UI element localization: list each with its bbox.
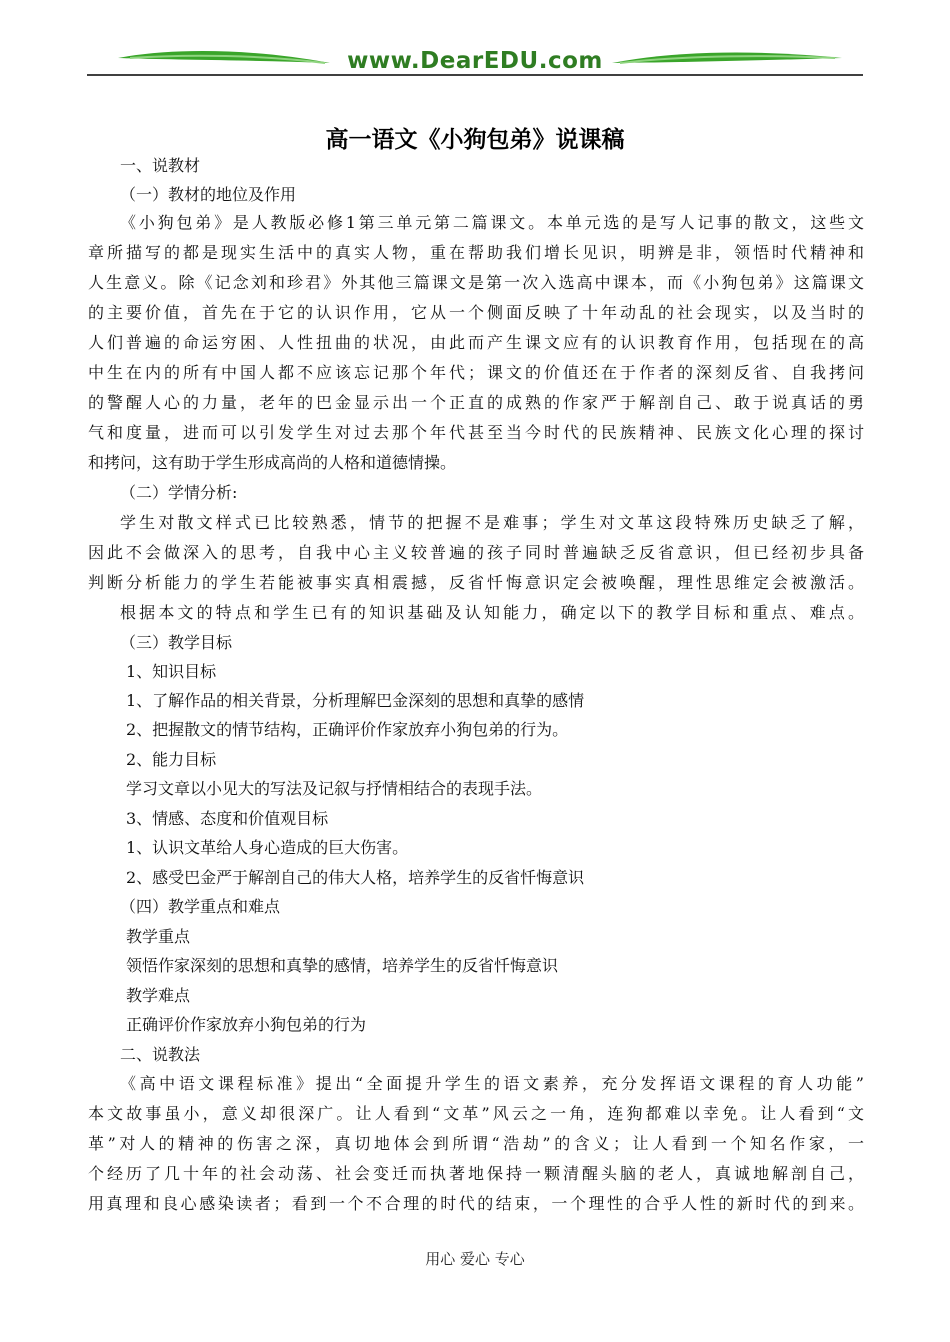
page-footer: 用心 爱心 专心 xyxy=(425,1250,525,1268)
list-heading: 3、情感、态度和价值观目标 xyxy=(126,809,329,828)
subsection-heading: （一）教材的地位及作用 xyxy=(120,185,297,204)
page-header xyxy=(0,0,950,90)
paragraph-line: 的主要价值，首先在于它的认识作用，它从一个侧面反映了十年动乱的社会现实，以及当时的 xyxy=(88,303,864,322)
list-heading: 教学重点 xyxy=(126,927,191,946)
list-item: 1、了解作品的相关背景，分析理解巴金深刻的思想和真挚的感情 xyxy=(126,691,585,710)
paragraph-line: 判断分析能力的学生若能被事实真相震撼，反省忏悔意识定会被唤醒，理性思维定会被激活。 xyxy=(88,573,864,592)
paragraph-line: 中生在内的所有中国人都不应该忘记那个年代；课文的价值还在于作者的深刻反省、自我拷问 xyxy=(88,363,864,382)
paragraph-line: 的警醒人心的力量，老年的巴金显示出一个正直的成熟的作家严于解剖自己、敢于说真话的勇 xyxy=(88,393,864,412)
paragraph-line: 本文故事虽小，意义却很深广。让人看到“文革”风云之一角，连狗都难以幸免。让人看到“文 xyxy=(88,1104,864,1123)
list-item: 2、把握散文的情节结构，正确评价作家放弃小狗包弟的行为。 xyxy=(126,720,569,739)
paragraph-line: 人生意义。除《记念刘和珍君》外其他三篇课文是第一次入选高中课本，而《小狗包弟》这篇课文 xyxy=(88,273,864,292)
subsection-heading: （二）学情分析: xyxy=(120,483,238,502)
paragraph-line: 气和度量，进而可以引发学生对过去那个年代甚至当今时代的民族精神、民族文化心理的探讨 xyxy=(88,423,864,442)
subsection-heading: （三）教学目标 xyxy=(120,633,233,652)
page-title: 高一语文《小狗包弟》说课稿 xyxy=(325,126,625,153)
paragraph-line: 和拷问，这有助于学生形成高尚的人格和道德情操。 xyxy=(88,453,457,472)
list-heading: 1、知识目标 xyxy=(126,662,217,681)
list-item: 2、感受巴金严于解剖自己的伟大人格，培养学生的反省忏悔意识 xyxy=(126,868,585,887)
paragraph-line: 因此不会做深入的思考，自我中心主义较普遍的孩子同时普遍缺乏反省意识，但已经初步具备 xyxy=(88,543,864,562)
paragraph-line: 章所描写的都是现实生活中的真实人物，重在帮助我们增长见识，明辨是非，领悟时代精神和 xyxy=(88,243,864,262)
list-item: 领悟作家深刻的思想和真挚的感情，培养学生的反省忏悔意识 xyxy=(126,956,559,975)
paragraph-line: 用真理和良心感染读者；看到一个不合理的时代的结束，一个理性的合乎人性的新时代的到来。 xyxy=(88,1194,864,1213)
subsection-heading: （四）教学重点和难点 xyxy=(120,897,281,916)
paragraph-line: 《小狗包弟》是人教版必修1第三单元第二篇课文。本单元选的是写人记事的散文，这些文 xyxy=(120,213,864,232)
paragraph-line: 学生对散文样式已比较熟悉，情节的把握不是难事；学生对文革这段特殊历史缺乏了解， xyxy=(120,513,864,532)
list-item: 正确评价作家放弃小狗包弟的行为 xyxy=(126,1015,367,1034)
paragraph-line: 人们普遍的命运穷困、人性扭曲的状况，由此而产生课文应有的认识教育作用，包括现在的高 xyxy=(88,333,864,352)
paragraph-line: 个经历了几十年的社会动荡、社会变迁而执著地保持一颗清醒头脑的老人，真诚地解剖自己， xyxy=(88,1164,864,1183)
list-heading: 教学难点 xyxy=(126,986,191,1005)
site-logo: www.DearEDU.com xyxy=(347,48,603,74)
paragraph-line: 《高中语文课程标准》提出“全面提升学生的语文素养，充分发挥语文课程的育人功能” xyxy=(120,1074,864,1093)
paragraph-line: 根据本文的特点和学生已有的知识基础及认知能力，确定以下的教学目标和重点、难点。 xyxy=(120,603,864,622)
list-item: 学习文章以小见大的写法及记叙与抒情相结合的表现手法。 xyxy=(126,779,543,798)
list-heading: 2、能力目标 xyxy=(126,750,217,769)
section-heading: 二、说教法 xyxy=(120,1045,201,1064)
section-heading: 一、说教材 xyxy=(120,156,201,175)
list-item: 1、认识文革给人身心造成的巨大伤害。 xyxy=(126,838,409,857)
header-decoration xyxy=(0,0,950,90)
paragraph-line: 革”对人的精神的伤害之深，真切地体会到所谓“浩劫”的含义；让人看到一个知名作家，一 xyxy=(88,1134,864,1153)
